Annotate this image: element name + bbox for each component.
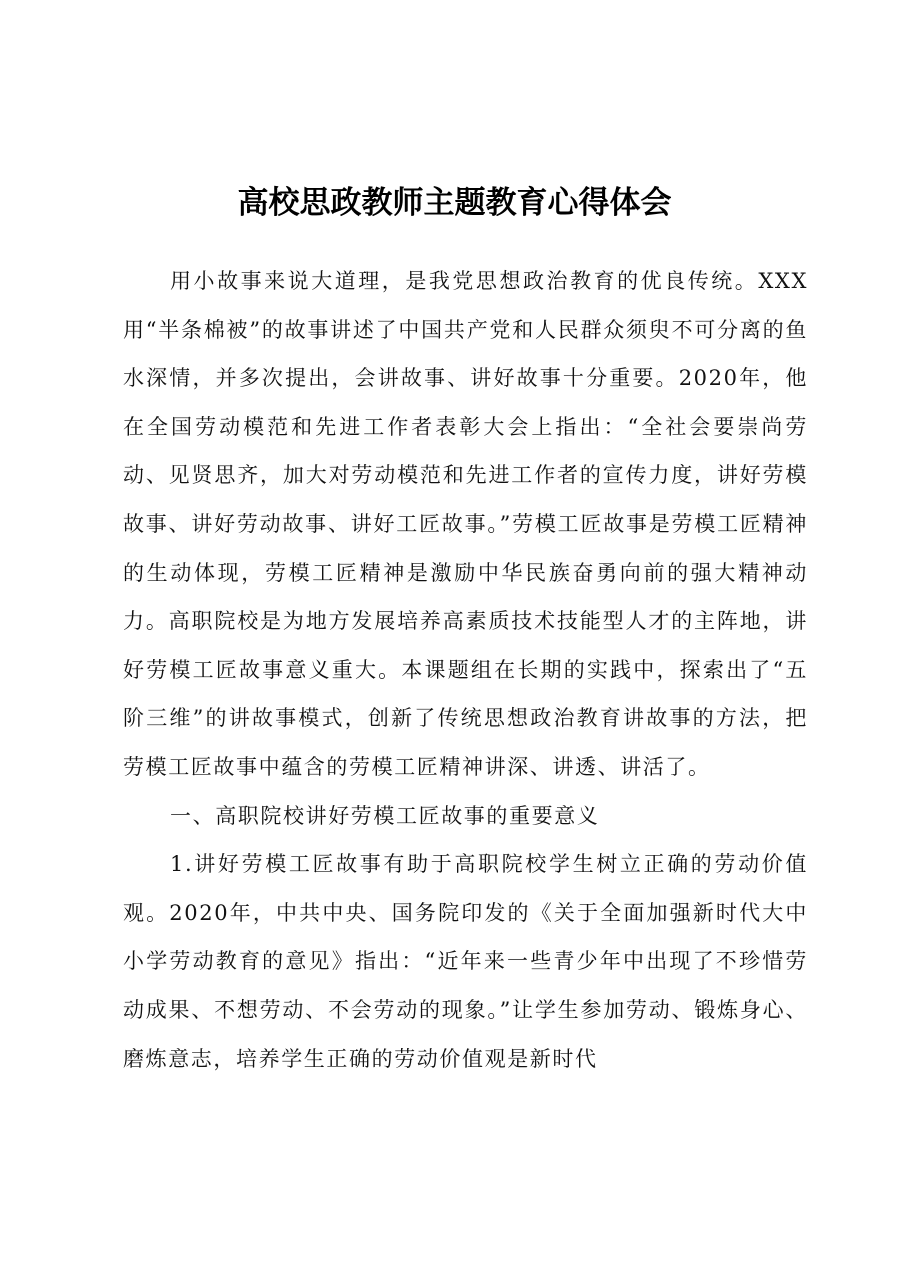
document-body bbox=[123, 257, 808, 1083]
document-title: 高校思政教师主题教育心得体会 bbox=[237, 185, 672, 221]
section-heading-1: 一、高职院校讲好劳模工匠故事的重要意义 bbox=[170, 803, 600, 828]
paragraph-intro: 用小故事来说大道理，是我党思想政治教育的优良传统。XXX用“半条棉被”的故事讲述了中国共产党和人民群众须臾不可分离的鱼水深情，并多次提出，会讲故事、讲好故事十分重要。2020年，他在全国劳动模范和先进工作者表彰大会上指出：“全社会要崇尚劳动、见贤思齐，加大对劳动模范和先进工作者的宣传力度，讲好劳模故事、讲好劳动故事、讲好工匠故事。”劳模工匠故事是劳模工匠精神的生动体现，劳模工匠精神是激励中华民族奋勇向前的强大精神动力。高职院校是为地方发展培养高素质技术技能型人才的主阵地，讲好劳模工匠故事意义重大。本课题组在长期的实践中，探索出了“五阶三维”的讲故事模式，创新了传统思想政治教育讲故事的方法，把劳模工匠故事中蕴含的劳模工匠精神讲深、讲透、讲活了。 bbox=[123, 269, 808, 779]
paragraph-point-1: 1.讲好劳模工匠故事有助于高职院校学生树立正确的劳动价值观。2020年，中共中央、国务院印发的《关于全面加强新时代大中小学劳动教育的意见》指出：“近年来一些青少年中出现了不珍惜劳动成果、不想劳动、不会劳动的现象。”让学生参加劳动、锻炼身心、磨炼意志，培养学生正确的劳动价值观是新时代 bbox=[123, 852, 808, 1071]
